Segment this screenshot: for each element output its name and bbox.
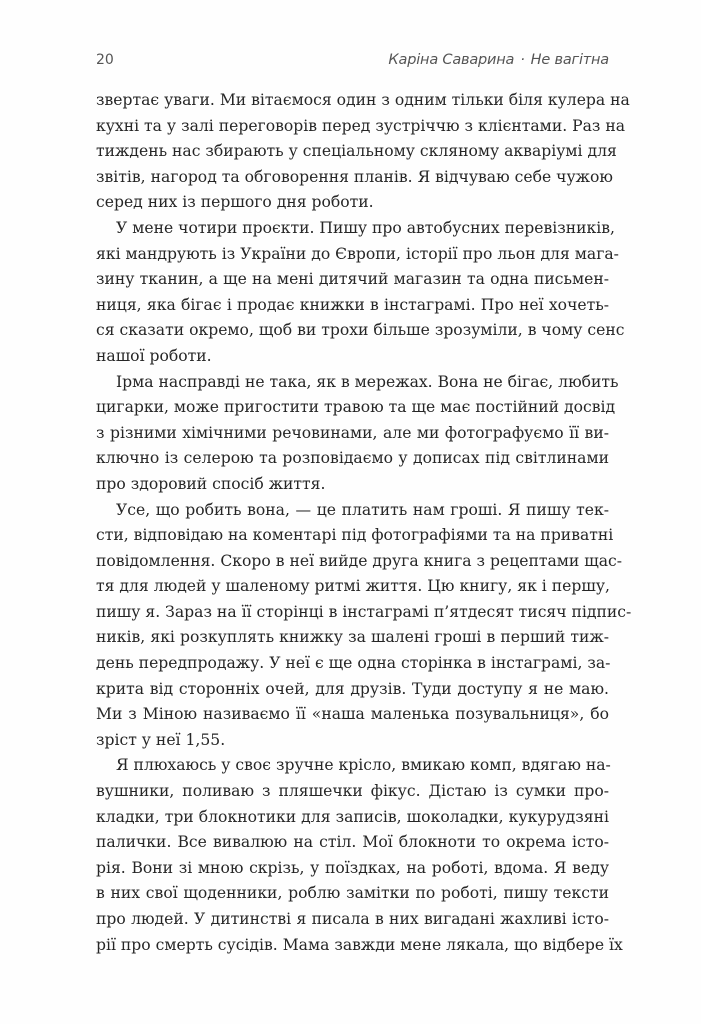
page-number: 20 bbox=[96, 52, 114, 68]
paragraph bbox=[96, 753, 623, 958]
text-line: з різними хімічними речовинами, але ми фотографуємо її ви- bbox=[96, 423, 609, 442]
text-line: ключно із селерою та розповідаємо у дописах під світлинами bbox=[96, 449, 609, 468]
text-line: Я плюхаюсь у своє зручне крісло, вмикаю комп, вдягаю на- bbox=[116, 756, 611, 775]
text-line: зріст у неї 1,55. bbox=[96, 730, 226, 749]
running-title bbox=[388, 52, 609, 68]
paragraph bbox=[96, 498, 632, 754]
text-line: ників, які розкуплять книжку за шалені гроші в перший тиж- bbox=[96, 628, 609, 647]
text-line: рія. Вони зі мною скрізь, у поїздках, на роботі, вдома. Я веду bbox=[96, 858, 609, 877]
text-line: крита від сторонніх очей, для друзів. Туди доступу я не маю. bbox=[96, 679, 609, 698]
text-line: палички. Все вивалюю на стіл. Мої блокноти то окрема істо- bbox=[96, 833, 609, 852]
running-header bbox=[96, 52, 609, 72]
text-line: ся сказати окремо, щоб ви трохи більше зрозуміли, в чому сенс bbox=[96, 321, 625, 340]
text-line: рії про смерть сусідів. Мама завжди мене лякала, що відбере їх bbox=[96, 935, 623, 954]
text-line: У мене чотири проєкти. Пишу про автобусних перевізників, bbox=[116, 218, 616, 237]
text-line: зину тканин, а ще на мені дитячий магазин та одна письмен- bbox=[96, 270, 609, 289]
separator: · bbox=[520, 52, 525, 68]
text-line: звітів, нагород та обговорення планів. Я відчуваю себе чужою bbox=[96, 167, 613, 186]
paragraph bbox=[96, 370, 619, 498]
text-line: пишу я. Зараз на її сторінці в інстаграмі п’ятдесят тисяч підпис- bbox=[96, 602, 632, 621]
book-title: Не вагітна bbox=[530, 52, 609, 68]
paragraph bbox=[96, 216, 625, 370]
text-line: вушники, поливаю з пляшечки фікус. Дістаю із сумки про- bbox=[96, 782, 609, 801]
author-name: Каріна Саварина bbox=[388, 52, 515, 68]
text-line: тя для людей у шаленому ритмі життя. Цю книгу, як і першу, bbox=[96, 577, 610, 596]
text-line: серед них із першого дня роботи. bbox=[96, 193, 374, 212]
text-line: повідомлення. Скоро в неї вийде друга книга з рецептами щас- bbox=[96, 551, 623, 570]
text-line: які мандрують із України до Європи, історії про льон для мага- bbox=[96, 244, 619, 263]
paragraph bbox=[96, 88, 630, 216]
text-line: ниця, яка бігає і продає книжки в інстаграмі. Про неї хочеть- bbox=[96, 295, 609, 314]
text-line: нашої роботи. bbox=[96, 346, 212, 365]
text-line: Усе, що робить вона, — це платить нам гроші. Я пишу тек- bbox=[116, 500, 609, 519]
text-line: про здоровий спосіб життя. bbox=[96, 474, 326, 493]
body-text bbox=[96, 88, 632, 958]
text-line: кладки, три блокнотики для записів, шоколадки, кукурудзяні bbox=[96, 807, 609, 826]
text-line: сти, відповідаю на коментарі під фотографіями та на приватні bbox=[96, 526, 614, 545]
text-line: звертає уваги. Ми вітаємося один з одним тільки біля кулера на bbox=[96, 91, 630, 109]
text-line: кухні та у залі переговорів перед зустріччю з клієнтами. Раз на bbox=[96, 116, 626, 135]
text-line: Ми з Міною називаємо її «наша маленька позувальниця», бо bbox=[96, 705, 609, 724]
text-line: тиждень нас збирають у спеціальному скляному акваріумі для bbox=[96, 142, 617, 161]
text-line: про людей. У дитинстві я писала в них вигадані жахливі істо- bbox=[96, 910, 609, 928]
text-line: день передпродажу. У неї є ще одна сторінка в інстаграмі, за- bbox=[96, 654, 611, 673]
text-line: в них свої щоденники, роблю замітки по роботі, пишу тексти bbox=[96, 884, 609, 903]
text-line: цигарки, може пригостити травою та ще має постійний досвід bbox=[96, 398, 616, 417]
text-line: Ірма насправді не така, як в мережах. Вона не бігає, любить bbox=[116, 372, 619, 391]
